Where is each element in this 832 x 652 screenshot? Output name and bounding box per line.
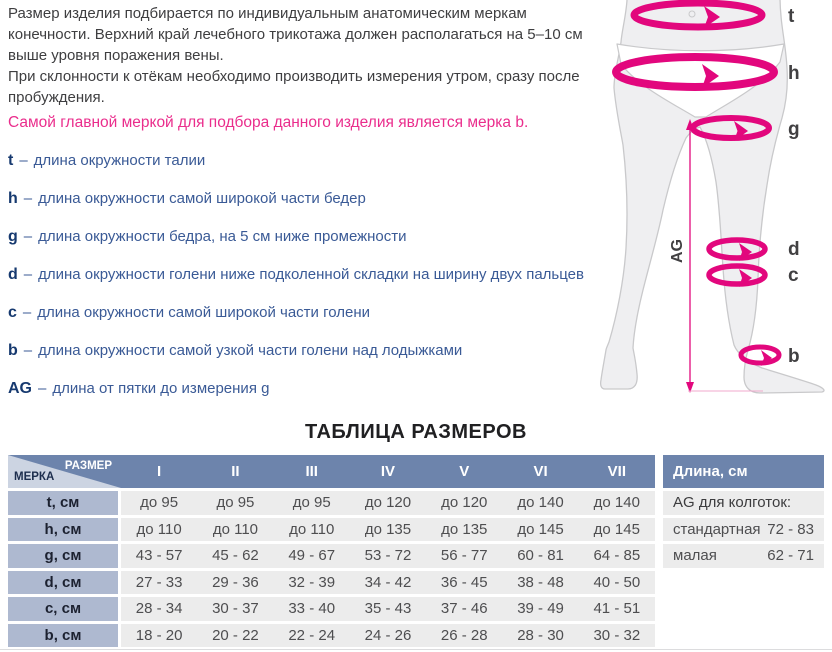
size-cell: 20 - 22 [212, 626, 259, 644]
b-diagram-label: b [788, 346, 800, 367]
size-cell: до 110 [212, 520, 259, 538]
size-cell: до 145 [593, 520, 640, 538]
legs-measurement-diagram [600, 0, 832, 410]
size-cell: 53 - 72 [364, 547, 412, 565]
table-row-g [8, 544, 655, 568]
size-table-header-row [8, 455, 655, 488]
navel-dot [689, 11, 695, 17]
size-cell: 30 - 37 [212, 600, 259, 618]
table-row-h [8, 518, 655, 542]
measure-letter: AG [8, 380, 32, 397]
size-cell: 49 - 67 [288, 547, 336, 565]
corner-header-cell [8, 455, 121, 488]
measure-letter: d [8, 266, 18, 283]
size-cell: до 95 [292, 494, 331, 512]
size-cell: 34 - 42 [364, 573, 412, 591]
size-cell: до 140 [517, 494, 564, 512]
key-measure-note: Самой главной меркой для подбора данного изделия является мерка b. [8, 114, 529, 131]
length-row-value: 72 - 83 [767, 520, 814, 538]
size-cell: 43 - 57 [135, 547, 183, 565]
column-header: III [305, 463, 318, 480]
size-cell: 28 - 30 [517, 626, 564, 644]
ag-diagram-label: AG [669, 239, 686, 263]
dash: – [23, 266, 33, 283]
row-label: c, см [8, 597, 118, 621]
row-values [121, 597, 655, 621]
dash: – [38, 380, 47, 397]
size-cell: 45 - 62 [212, 547, 259, 565]
length-panel [663, 455, 824, 571]
length-panel-note: AG для колготок: [663, 491, 824, 515]
column-header: II [231, 463, 240, 480]
size-cell: 60 - 81 [517, 547, 564, 565]
c-diagram-label: c [788, 265, 799, 286]
row-label: b, см [8, 624, 118, 648]
column-header: V [459, 463, 470, 480]
intro-paragraph-2: При склонности к отёкам необходимо производить измерения утром, сразу после пробуждения. [8, 68, 580, 106]
table-row-b [8, 624, 655, 648]
size-cell: 41 - 51 [593, 600, 641, 618]
dash: – [22, 304, 32, 321]
size-cell: 32 - 39 [288, 573, 336, 591]
size-cell: до 135 [441, 520, 488, 538]
legs-figure-svg [600, 0, 832, 410]
size-cell: 39 - 49 [517, 600, 564, 618]
size-cell: 28 - 34 [135, 600, 183, 618]
size-cell: до 140 [593, 494, 640, 512]
length-row-value: 62 - 71 [767, 547, 814, 565]
dash: – [23, 228, 33, 245]
measure-letter: b [8, 342, 18, 359]
measurement-item-h [8, 180, 618, 218]
dash: – [23, 342, 33, 359]
size-cell: 30 - 32 [593, 626, 641, 644]
measurement-item-b [8, 332, 618, 370]
corner-measure-label: МЕРКА [14, 471, 55, 483]
row-label: d, см [8, 571, 118, 595]
t-diagram-label: t [788, 6, 795, 27]
size-cell: 38 - 48 [517, 573, 564, 591]
length-row-label: стандартная [673, 520, 761, 538]
size-cell: до 95 [140, 494, 179, 512]
column-header: I [157, 463, 162, 480]
column-header: IV [380, 463, 396, 480]
size-cell: 36 - 45 [440, 573, 488, 591]
length-row-small [663, 544, 824, 568]
size-cell: 22 - 24 [288, 626, 336, 644]
corner-size-label: РАЗМЕР [64, 460, 112, 472]
dash: – [19, 152, 28, 169]
size-cell: до 110 [289, 520, 335, 538]
table-row-d [8, 571, 655, 595]
measurement-item-d [8, 256, 618, 294]
table-row-t [8, 491, 655, 515]
size-column-headers [121, 455, 655, 488]
column-header: VI [533, 463, 548, 480]
size-cell: до 135 [364, 520, 412, 538]
size-cell: 29 - 36 [212, 573, 259, 591]
measure-letter: c [8, 304, 17, 321]
row-values [121, 571, 655, 595]
size-cell: до 95 [216, 494, 255, 512]
measure-desc: длина окружности бедра, на 5 см ниже промежности [38, 228, 407, 245]
size-cell: 40 - 50 [593, 573, 641, 591]
size-cell: до 110 [136, 520, 182, 538]
size-cell: 64 - 85 [593, 547, 641, 565]
size-cell: 26 - 28 [440, 626, 488, 644]
measure-desc: длина окружности самой широкой части голени [37, 304, 370, 321]
measure-desc: длина окружности голени ниже подколенной складки на ширину двух пальцев [38, 266, 584, 283]
measure-desc: длина от пятки до измерения g [52, 380, 270, 397]
length-row-standard [663, 518, 824, 542]
size-cell: 33 - 40 [288, 600, 336, 618]
size-cell: 35 - 43 [364, 600, 412, 618]
measurement-item-g [8, 218, 618, 256]
size-cell: 56 - 77 [440, 547, 488, 565]
measure-letter: t [8, 152, 14, 169]
length-panel-header: Длина, см [663, 455, 824, 488]
dash: – [23, 190, 33, 207]
row-values [121, 624, 655, 648]
row-values [121, 544, 655, 568]
size-table [8, 455, 655, 650]
bottom-divider [0, 649, 832, 650]
measure-desc: длина окружности талии [33, 152, 206, 169]
measurement-item-t [8, 142, 618, 180]
measure-desc: длина окружности самой узкой части голени над лодыжками [38, 342, 463, 359]
row-label: g, см [8, 544, 118, 568]
row-label: t, см [8, 491, 118, 515]
measurement-item-ag [8, 370, 618, 408]
d-diagram-label: d [788, 239, 800, 260]
measure-letter: g [8, 228, 18, 245]
row-values [121, 491, 655, 515]
table-row-c [8, 597, 655, 621]
size-cell: до 120 [441, 494, 488, 512]
size-table-title: ТАБЛИЦА РАЗМЕРОВ [305, 421, 527, 443]
row-values [121, 518, 655, 542]
length-row-label: малая [673, 547, 717, 565]
measurement-item-c [8, 294, 618, 332]
size-cell: 27 - 33 [135, 573, 183, 591]
row-label: h, см [8, 518, 118, 542]
size-cell: до 145 [517, 520, 564, 538]
measurement-list [8, 142, 618, 408]
size-cell: 37 - 46 [440, 600, 488, 618]
g-diagram-label: g [788, 119, 800, 140]
measure-desc: длина окружности самой широкой части бедер [38, 190, 366, 207]
h-diagram-label: h [788, 63, 800, 84]
column-header: VII [607, 463, 626, 480]
intro-paragraph-1: Размер изделия подбирается по индивидуальным анатомическим меркам конечности. Верхний край лечебного трикотажа должен располагаться на 5–10 см выше уровня поражения вены. [8, 5, 583, 64]
size-cell: 24 - 26 [364, 626, 412, 644]
size-cell: 18 - 20 [135, 626, 183, 644]
size-cell: до 120 [364, 494, 412, 512]
measure-letter: h [8, 190, 18, 207]
